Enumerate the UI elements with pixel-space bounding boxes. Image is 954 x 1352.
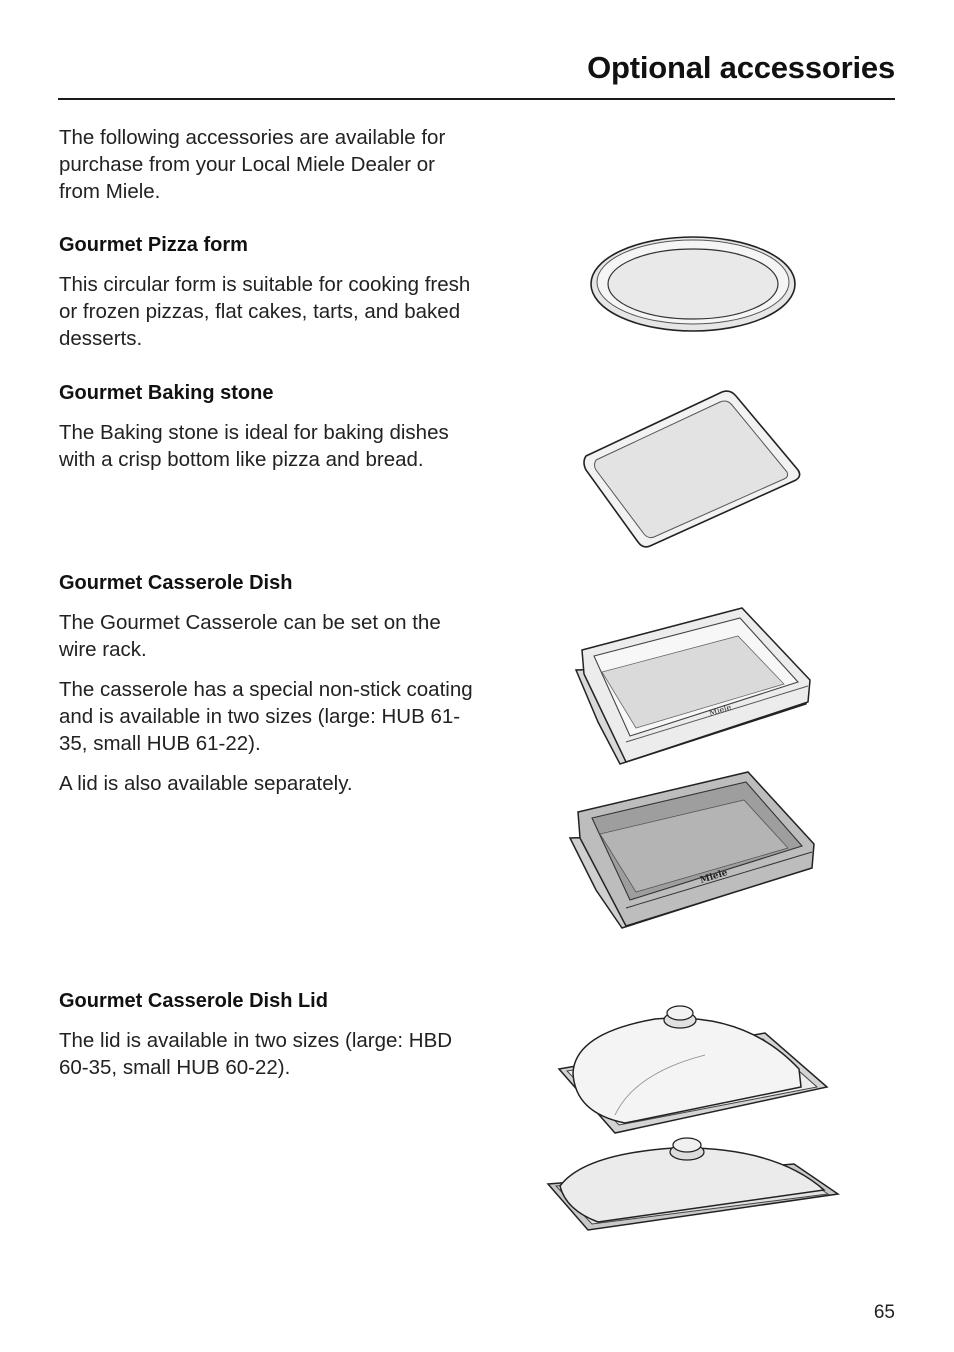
section-heading: Gourmet Pizza form <box>59 234 248 256</box>
section-casserole-dish <box>59 572 479 797</box>
section-baking-stone <box>59 382 479 473</box>
section-paragraph: This circular form is suitable for cooking fresh or frozen pizzas, flat cakes, tarts, and baked desserts. <box>59 273 471 350</box>
section-casserole-lid <box>59 990 479 1081</box>
casserole-large-illustration <box>570 604 815 769</box>
lid-small-illustration <box>544 1134 842 1234</box>
section-heading: Gourmet Baking stone <box>59 382 274 404</box>
section-heading: Gourmet Casserole Dish <box>59 572 293 594</box>
section-paragraph: The Baking stone is ideal for baking dishes with a crisp bottom like pizza and bread. <box>59 421 449 471</box>
casserole-brand-label: Miele <box>707 702 733 718</box>
section-paragraph: A lid is also available separately. <box>59 772 353 795</box>
section-paragraph: The casserole has a special non-stick coating and is available in two sizes (large: HUB 61-35, small HUB 61-22). <box>59 678 473 755</box>
intro-text: The following accessories are available for purchase from your Local Miele Dealer or from Miele. <box>59 126 446 203</box>
pizza-form-illustration <box>585 232 800 337</box>
casserole-small-illustration <box>566 768 818 933</box>
page-number: 65 <box>873 1302 895 1323</box>
page-title: Optional accessories <box>587 50 895 85</box>
lid-large-illustration <box>555 1003 830 1138</box>
section-paragraph: The Gourmet Casserole can be set on the wire rack. <box>59 611 441 661</box>
intro-block <box>59 124 479 205</box>
casserole-brand-label: Miele <box>698 868 729 886</box>
section-pizza-form <box>59 234 479 352</box>
section-heading: Gourmet Casserole Dish Lid <box>59 990 328 1012</box>
baking-stone-illustration <box>580 388 805 553</box>
section-paragraph: The lid is available in two sizes (large: HBD 60-35, small HUB 60-22). <box>59 1029 453 1079</box>
title-rule <box>58 98 895 100</box>
